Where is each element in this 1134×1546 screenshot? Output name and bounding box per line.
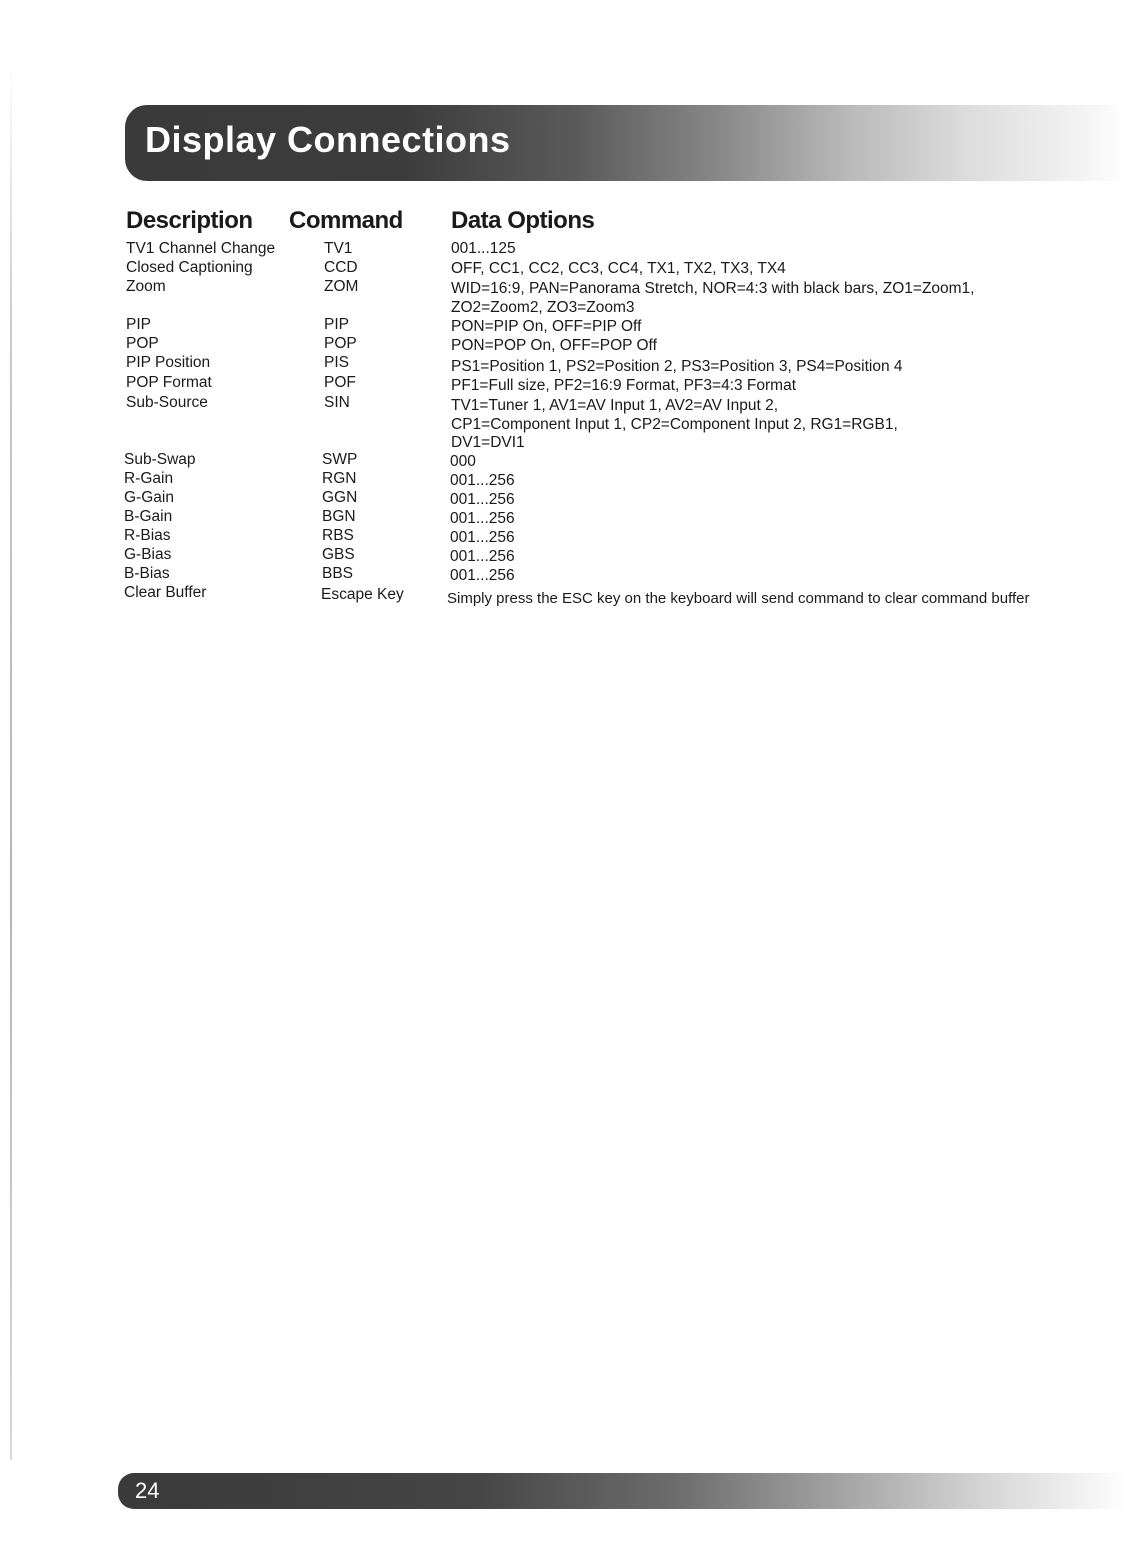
row-description: G-Bias	[124, 546, 172, 563]
header-description: Description	[126, 207, 253, 234]
header-command: Command	[289, 207, 403, 234]
row-option-line: ZO2=Zoom2, ZO3=Zoom3	[451, 299, 635, 316]
row-command: GBS	[322, 546, 355, 563]
row-command: PIS	[324, 354, 349, 371]
header-data-options: Data Options	[451, 207, 595, 234]
title-banner	[125, 105, 1125, 181]
row-command: TV1	[324, 240, 353, 257]
row-command: RGN	[322, 470, 357, 487]
row-command: Escape Key	[321, 586, 404, 603]
row-command: BBS	[322, 565, 354, 582]
row-description: G-Gain	[124, 489, 174, 506]
row-command: SWP	[322, 451, 358, 468]
page-title: Display Connections	[145, 119, 511, 160]
row-option-line: 001...125	[451, 240, 516, 257]
row-command: SIN	[324, 394, 350, 411]
page-edge-shadow	[10, 60, 12, 1460]
row-command: RBS	[322, 527, 354, 544]
row-option-line: PS1=Position 1, PS2=Position 2, PS3=Position 3, PS4=Position 4	[451, 358, 903, 375]
row-description: Closed Captioning	[126, 259, 253, 276]
row-description: Clear Buffer	[124, 584, 207, 601]
row-command: GGN	[322, 489, 358, 506]
row-option-line: 001...256	[450, 529, 515, 546]
row-command: POP	[324, 335, 357, 352]
row-option-line: 001...256	[450, 567, 515, 584]
row-option-line: PON=POP On, OFF=POP Off	[451, 337, 657, 354]
row-description: Sub-Source	[126, 394, 208, 411]
page-number: 24	[135, 1478, 160, 1503]
row-option-line: OFF, CC1, CC2, CC3, CC4, TX1, TX2, TX3, TX4	[451, 260, 786, 277]
row-command: PIP	[324, 316, 349, 333]
row-option-line: 001...256	[450, 548, 515, 565]
row-option-line: CP1=Component Input 1, CP2=Component Input 2, RG1=RGB1,	[451, 416, 898, 433]
row-option-line: 000	[450, 453, 476, 470]
row-description: POP	[126, 335, 159, 352]
row-description: R-Bias	[124, 527, 171, 544]
row-option-line: WID=16:9, PAN=Panorama Stretch, NOR=4:3 with black bars, ZO1=Zoom1,	[451, 280, 975, 297]
row-description: Zoom	[126, 278, 166, 295]
row-command: BGN	[322, 508, 356, 525]
row-command: POF	[324, 374, 356, 391]
row-option-line: PF1=Full size, PF2=16:9 Format, PF3=4:3 Format	[451, 377, 797, 394]
row-command: ZOM	[324, 278, 359, 295]
row-description: POP Format	[126, 374, 212, 391]
row-description: B-Bias	[124, 565, 170, 582]
row-description: PIP Position	[126, 354, 211, 371]
row-description: R-Gain	[124, 470, 174, 487]
row-option-line: 001...256	[450, 472, 515, 489]
row-description: PIP	[126, 316, 151, 333]
row-option-line: 001...256	[450, 510, 515, 527]
row-command: CCD	[324, 259, 358, 276]
row-option-line: TV1=Tuner 1, AV1=AV Input 1, AV2=AV Input 2,	[451, 397, 779, 414]
row-description: Sub-Swap	[124, 451, 196, 468]
row-option-line: PON=PIP On, OFF=PIP Off	[451, 318, 642, 335]
row-option-line: 001...256	[450, 491, 515, 508]
row-option-line: Simply press the ESC key on the keyboard will send command to clear command buffer	[447, 590, 1030, 607]
row-description: TV1 Channel Change	[126, 240, 276, 257]
row-description: B-Gain	[124, 508, 173, 525]
row-option-line: DV1=DVI1	[451, 434, 525, 451]
footer-banner	[118, 1473, 1128, 1509]
